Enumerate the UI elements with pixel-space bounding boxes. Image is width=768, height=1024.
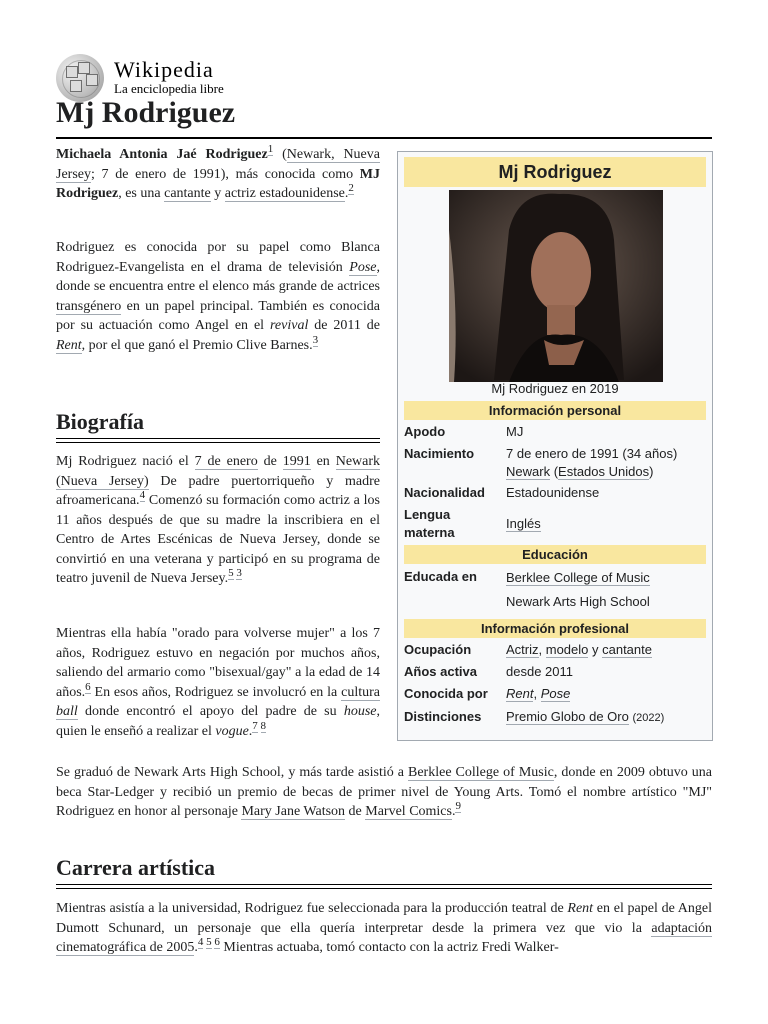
birth-place: Newark (Estados Unidos) — [506, 464, 654, 479]
text: de 2011 de — [308, 318, 380, 333]
ref-6b[interactable]: 6 — [214, 936, 220, 949]
link-globo-de-oro[interactable]: Premio Globo de Oro — [506, 709, 629, 724]
ref-3b[interactable]: 3 — [236, 567, 242, 580]
text: ; 7 de enero de 1991), más conocida como — [91, 166, 360, 182]
value-ocupacion: Actriz, modelo y cantante — [506, 642, 652, 657]
section-heading-biografia: Biografía — [56, 409, 144, 434]
ref-6[interactable]: 6 — [85, 680, 91, 693]
label-anos-activa: Años activa — [404, 664, 477, 679]
link-cantante-infobox[interactable]: cantante — [602, 642, 652, 657]
portrait-photo[interactable] — [449, 190, 663, 382]
text: en — [310, 454, 336, 469]
wikipedia-logo[interactable] — [56, 54, 224, 102]
text: Rodriguez es conocida por su papel como Blanca Rodriguez-Evangelista en el drama de televisión — [56, 240, 380, 275]
bold-mj: MJ Rodriguez — [56, 166, 380, 201]
link-rent[interactable]: Rent — [56, 337, 82, 353]
text: . — [248, 723, 253, 739]
label-apodo: Apodo — [404, 424, 446, 439]
link-cantante[interactable]: cantante — [164, 186, 211, 201]
text: , por el que ganó el Premio Clive Barnes. — [81, 337, 313, 353]
text: , es una — [118, 186, 165, 201]
text: Mj Rodriguez nació el — [56, 454, 195, 469]
link-mary-jane-watson[interactable]: Mary Jane Watson — [241, 804, 346, 819]
ref-7[interactable]: 7 — [252, 719, 258, 732]
intro-paragraph-2 — [56, 238, 380, 355]
text: Mientras actuaba, tomó contacto con la actriz Fredi Walker- — [219, 940, 559, 955]
section-heading-carrera: Carrera artística — [56, 855, 216, 880]
link-pose-infobox[interactable]: Pose — [540, 686, 571, 701]
italic-rent: Rent — [567, 901, 594, 916]
value-anos-activa: desde 2011 — [506, 664, 573, 679]
link-berklee-infobox[interactable]: Berklee College of Music — [506, 570, 650, 585]
value-nacionalidad: Estadounidense — [506, 485, 600, 500]
value-educada-1 — [506, 569, 706, 587]
text: En esos años, Rodriguez se involucró en la — [90, 684, 342, 700]
intro-paragraph-1 — [56, 145, 380, 204]
carrera-paragraph-1 — [56, 899, 712, 958]
label-educada-en: Educada en — [404, 569, 477, 584]
section-educacion: Educación — [404, 545, 706, 564]
infobox-title: Mj Rodriguez — [404, 157, 706, 187]
biografia-paragraph-1 — [56, 452, 380, 589]
ref-8[interactable]: 8 — [260, 719, 267, 732]
value-distinciones — [506, 708, 706, 727]
link-birth-city[interactable]: Newark — [506, 464, 551, 479]
value-conocida-por: Rent, Pose — [506, 686, 571, 701]
tagline: La enciclopedia libre — [114, 81, 224, 96]
text: y — [210, 186, 225, 201]
text: de — [257, 454, 283, 469]
text: , quien le enseñó a realizar el — [56, 704, 380, 739]
link-berklee[interactable]: Berklee College of Music — [408, 765, 554, 780]
italic-vogue: vogue — [215, 723, 249, 739]
link-adaptacion[interactable]: adaptación cinematográfica de 2005 — [56, 920, 712, 955]
award-year: (2022) — [632, 712, 665, 724]
value-nacimiento — [506, 445, 706, 481]
link-7-enero[interactable]: 7 de enero — [194, 454, 258, 469]
link-newark-nj[interactable]: Newark (Nueva Jersey) — [56, 454, 381, 489]
value-educada-2: Newark Arts High School — [506, 594, 650, 609]
ref-4b[interactable]: 4 — [197, 936, 204, 949]
text: en un papel principal. También es conocida por su actuación como Angel en el — [56, 298, 380, 333]
title-divider — [56, 137, 712, 139]
text: De padre puertorriqueño y madre afroamericana. — [56, 473, 380, 508]
text: ( — [273, 147, 287, 162]
link-marvel-comics[interactable]: Marvel Comics — [365, 804, 452, 819]
section-profesional: Información profesional — [404, 619, 706, 638]
text: donde encontró el apoyo del padre de su — [77, 704, 344, 719]
link-modelo[interactable]: modelo — [545, 642, 589, 657]
link-ingles[interactable]: Inglés — [506, 516, 541, 531]
section-divider — [56, 438, 380, 443]
page-title: Mj Rodriguez — [56, 96, 236, 129]
link-transgenero[interactable]: transgénero — [56, 298, 122, 314]
text: . — [344, 186, 349, 201]
wordmark: Wikipedia — [114, 57, 214, 82]
text: en el papel de Angel Dumott Schunard, un personaje que ella quería interpretar desde la primera vez que vio la — [56, 901, 712, 936]
wikipedia-globe-icon — [56, 54, 104, 102]
link-actriz[interactable]: actriz estadounidense — [224, 186, 345, 201]
text: de — [345, 804, 366, 819]
label-ocupacion: Ocupación — [404, 642, 472, 657]
link-newark[interactable]: Newark, Nueva Jersey — [56, 147, 380, 182]
text: . — [451, 804, 456, 819]
label-conocida-por: Conocida por — [404, 686, 488, 701]
ref-9[interactable]: 9 — [455, 800, 461, 813]
text: Mientras asistía a la universidad, Rodriguez fue seleccionada para la producción teatral de — [56, 901, 568, 916]
portrait-image — [449, 190, 663, 382]
label-distinciones: Distinciones — [404, 709, 482, 724]
link-1991[interactable]: 1991 — [282, 454, 311, 469]
birth-date: 7 de enero de 1991 (34 años) — [506, 446, 678, 461]
portrait-caption: Mj Rodriguez en 2019 — [491, 381, 619, 396]
link-actriz-infobox[interactable]: Actriz — [506, 642, 539, 657]
infobox — [397, 151, 713, 741]
ref-5[interactable]: 5 — [228, 567, 234, 580]
link-cultura-text: cultura — [341, 684, 380, 700]
italic-revival: revival — [269, 318, 309, 333]
bold-full-name: Michaela Antonia Jaé Rodriguez — [56, 147, 268, 162]
ref-2[interactable]: 2 — [348, 182, 354, 195]
text: , donde se encuentra entre el elenco más grande de actrices — [56, 259, 380, 294]
link-ball-text: ball — [56, 704, 78, 719]
ref-5b[interactable]: 5 — [206, 936, 212, 949]
text: Mientras ella había "orado para volverse mujer" a los 7 años, Rodriguez estuvo en negación por muchos años, saliendo del armario como "bisexual/gay" a la edad de 14 años. — [56, 626, 380, 700]
text: , donde en 2009 obtuvo una beca Star-Ledger y recibió un premio de becas de primer nivel de Young Arts. Tomó el nombre artístico "MJ" Rodriguez en honor al personaje — [56, 765, 713, 819]
label-nacimiento: Nacimiento — [404, 446, 475, 461]
value-apodo: MJ — [506, 424, 524, 439]
label-nacionalidad: Nacionalidad — [404, 485, 485, 500]
label-lengua-materna: Lengua materna — [404, 507, 455, 540]
ref-1[interactable]: 1 — [267, 143, 274, 156]
italic-house: house — [343, 704, 377, 719]
text: Comenzó su formación como actriz a los 11 años después de que su madre la inscribiera en el Centro de Artes Escénicas de Nueva Jersey, donde se convirtió en una veterana y participó en su programa de teatro juvenil de Nueva Jersey. — [56, 493, 380, 586]
link-pose[interactable]: Pose — [349, 259, 377, 275]
ref-3[interactable]: 3 — [312, 333, 319, 346]
value-lengua-materna — [506, 515, 706, 533]
link-rent-infobox[interactable]: Rent — [506, 686, 534, 701]
text: Se graduó de Newark Arts High School, y más tarde asistió a — [56, 765, 408, 780]
biografia-paragraph-2-continued — [56, 763, 712, 822]
section-divider — [56, 884, 712, 889]
link-birth-country[interactable]: Estados Unidos — [558, 464, 650, 479]
text: . — [194, 940, 198, 955]
biografia-paragraph-2 — [56, 624, 380, 741]
ref-4[interactable]: 4 — [139, 489, 146, 502]
section-personal: Información personal — [404, 401, 706, 420]
